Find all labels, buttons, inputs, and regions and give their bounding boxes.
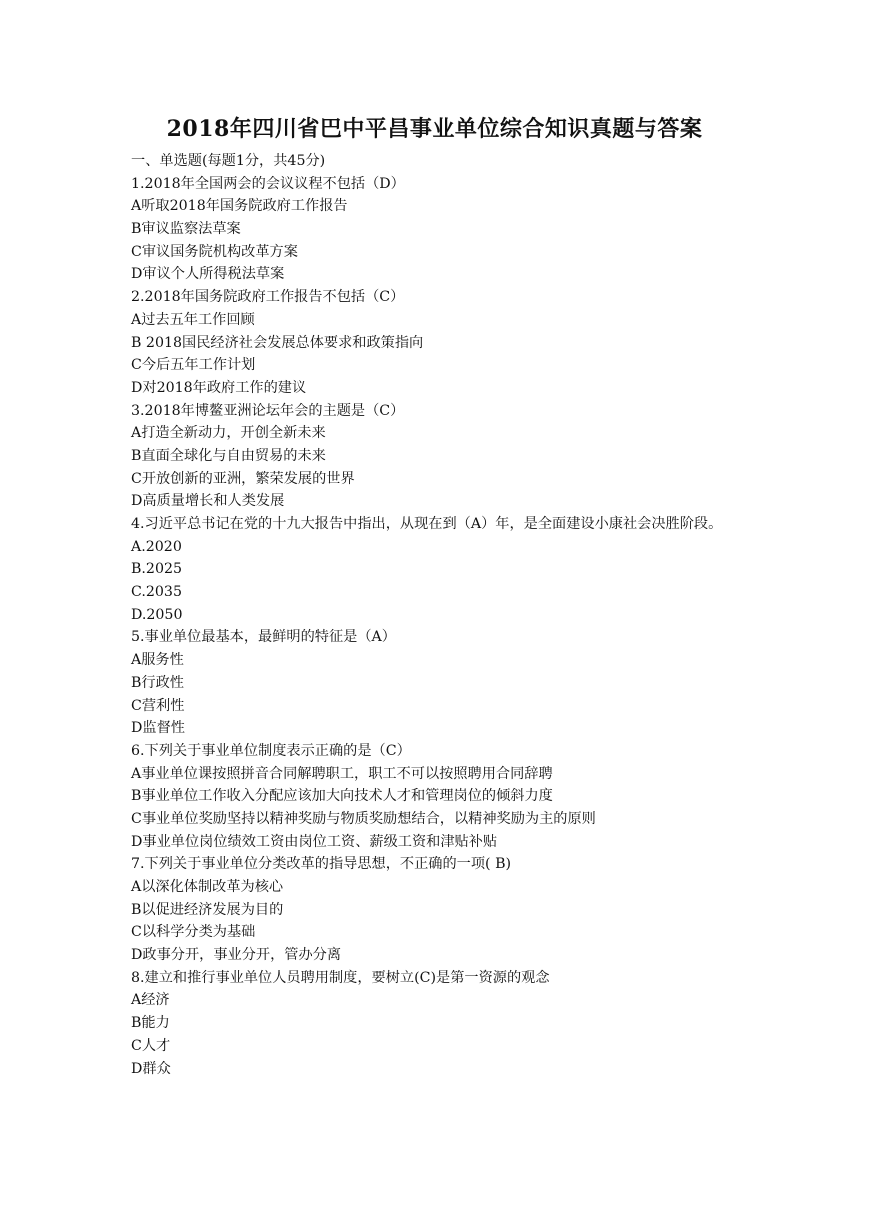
option-d: D监督性 xyxy=(131,720,185,737)
question-stem: 3.2018年博鳌亚洲论坛年会的主题是（C） xyxy=(131,402,405,419)
question-stem: 2.2018年国务院政府工作报告不包括（C） xyxy=(131,289,405,306)
option-b: B能力 xyxy=(131,1015,170,1032)
document-title: 2018年四川省巴中平昌事业单位综合知识真题与答案 xyxy=(166,116,703,142)
option-d: D对2018年政府工作的建议 xyxy=(131,379,307,396)
question-stem: 5.事业单位最基本，最鲜明的特征是（A） xyxy=(131,629,396,646)
question-stem: 1.2018年全国两会的会议议程不包括（D） xyxy=(131,175,405,192)
option-c: C.2035 xyxy=(131,584,182,601)
option-c: C人才 xyxy=(131,1037,171,1054)
option-c: C营利性 xyxy=(131,697,185,714)
option-d: D.2050 xyxy=(131,606,183,623)
option-a: A听取2018年国务院政府工作报告 xyxy=(131,198,348,215)
question-stem: 4.习近平总书记在党的十九大报告中指出，从现在到（A）年，是全面建设小康社会决胜阶段。 xyxy=(131,516,723,532)
option-b: B.2025 xyxy=(131,561,183,578)
option-d: D群众 xyxy=(131,1060,171,1077)
option-d: D审议个人所得税法草案 xyxy=(131,266,285,283)
question-block xyxy=(131,286,751,399)
option-d: D高质量增长和人类发展 xyxy=(131,493,285,510)
option-b: B行政性 xyxy=(131,674,184,691)
option-a: A.2020 xyxy=(131,538,182,555)
question-block xyxy=(131,400,751,513)
option-a: A打造全新动力，开创全新未来 xyxy=(131,425,326,442)
section-heading: 一、单选题(每题1分，共45分) xyxy=(131,153,326,169)
option-a: A经济 xyxy=(131,992,170,1009)
question-stem: 6.下列关于事业单位制度表示正确的是（C） xyxy=(131,742,411,759)
option-d: D事业单位岗位绩效工资由岗位工资、薪级工资和津贴补贴 xyxy=(131,833,498,850)
option-b: B审议监察法草案 xyxy=(131,221,241,238)
option-b: B直面全球化与自由贸易的未来 xyxy=(131,447,326,464)
option-b: B事业单位工作收入分配应该加大向技术人才和管理岗位的倾斜力度 xyxy=(131,788,553,805)
option-c: C开放创新的亚洲，繁荣发展的世界 xyxy=(131,470,355,487)
question-block xyxy=(131,626,751,739)
option-a: A服务性 xyxy=(131,652,184,669)
question-stem: 7.下列关于事业单位分类改革的指导思想，不正确的一项( B) xyxy=(131,856,512,873)
option-c: C审议国务院机构改革方案 xyxy=(131,243,298,260)
question-block xyxy=(131,173,751,286)
option-b: B 2018国民经济社会发展总体要求和政策指向 xyxy=(131,334,424,351)
question-block xyxy=(131,967,751,1080)
document-body xyxy=(131,150,751,1080)
option-b: B以促进经济发展为目的 xyxy=(131,901,284,918)
option-a: A以深化体制改革为核心 xyxy=(131,879,284,896)
question-block xyxy=(131,853,751,966)
option-c: C今后五年工作计划 xyxy=(131,357,256,374)
option-c: C以科学分类为基础 xyxy=(131,924,256,941)
option-a: A事业单位课按照拼音合同解聘职工，职工不可以按照聘用合同辞聘 xyxy=(131,765,553,782)
question-block xyxy=(131,740,751,853)
option-c: C事业单位奖励坚持以精神奖励与物质奖励想结合，以精神奖励为主的原则 xyxy=(131,810,596,827)
question-stem: 8.建立和推行事业单位人员聘用制度，要树立(C)是第一资源的观念 xyxy=(131,969,550,986)
question-block xyxy=(131,513,751,626)
option-d: D政事分开，事业分开，管办分离 xyxy=(131,947,342,964)
option-a: A过去五年工作回顾 xyxy=(131,311,255,328)
